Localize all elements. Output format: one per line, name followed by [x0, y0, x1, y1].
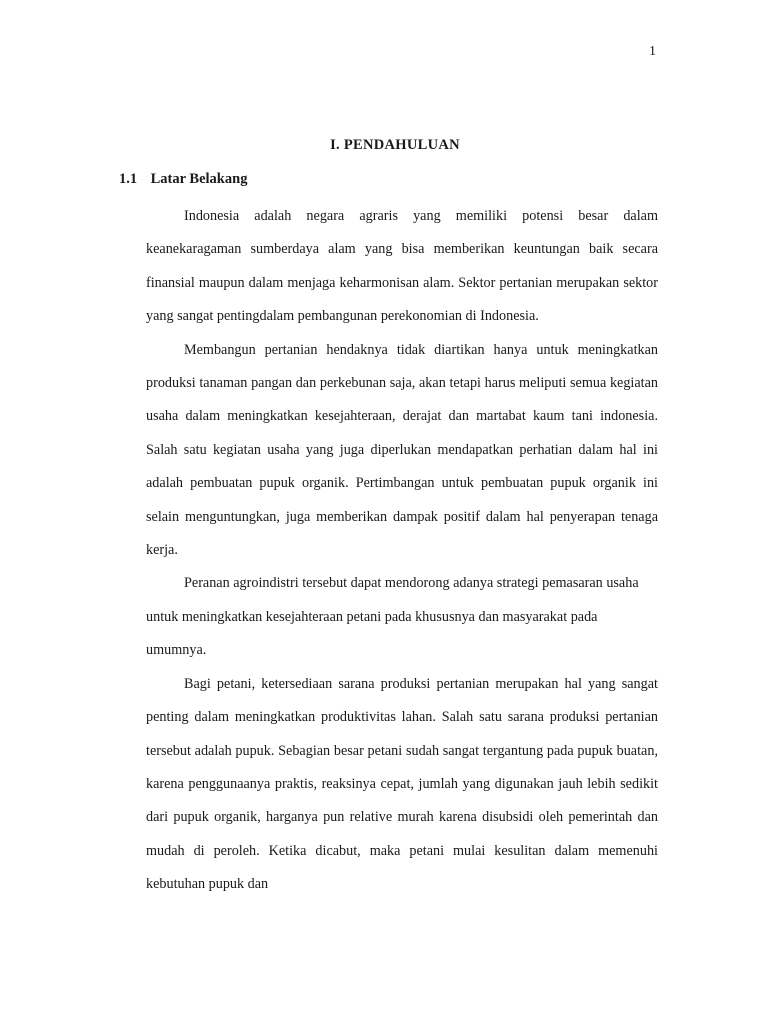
section-title: Latar Belakang: [150, 171, 248, 187]
paragraph-3: Peranan agroindistri tersebut dapat mendorong adanya strategi pemasaran usaha untuk meningkatkan kesejahteraan petani pada khususnya dan masyarakat pada umumnya.: [146, 575, 639, 659]
section-number: 1.1: [119, 171, 138, 187]
paragraph-1: Indonesia adalah negara agraris yang memiliki potensi besar dalam keanekaragaman sumberdaya alam yang bisa memberikan keuntungan baik secara finansial maupun dalam menjaga keharmonisan alam. Sektor pertanian merupakan sektor yang sangat pentingdalam pembangunan perekonomian di Indonesia.: [146, 208, 658, 325]
body-text: [146, 200, 658, 902]
section-heading: [119, 171, 247, 188]
paragraph-2: Membangun pertanian hendaknya tidak diartikan hanya untuk meningkatkan produksi tanaman pangan dan perkebunan saja, akan tetapi harus meliputi semua kegiatan usaha dalam meningkatkan kesejahteraan, derajat dan martabat kaum tani indonesia. Salah satu kegiatan usaha yang juga diperlukan mendapatkan perhatian dalam hal ini adalah pembuatan pupuk organik. Pertimbangan untuk pembuatan pupuk organik ini selain menguntungkan, juga memberikan dampak positif dalam hal penyerapan tenaga kerja.: [146, 341, 658, 559]
chapter-title: I. PENDAHULUAN: [330, 137, 460, 153]
paragraph-4: Bagi petani, ketersediaan sarana produksi pertanian merupakan hal yang sangat penting dalam meningkatkan produktivitas lahan. Salah satu sarana produksi pertanian tersebut adalah pupuk. Sebagian besar petani sudah sangat tergantung pada pupuk buatan, karena penggunaanya praktis, reaksinya cepat, jumlah yang digunakan jauh lebih sedikit dari pupuk organik, harganya pun relative murah karena disubsidi oleh pemerintah dan mudah di peroleh. Ketika dicabut, maka petani mulai kesulitan dalam memenuhi kebutuhan pupuk dan: [146, 675, 658, 893]
page-number: 1: [649, 44, 656, 59]
